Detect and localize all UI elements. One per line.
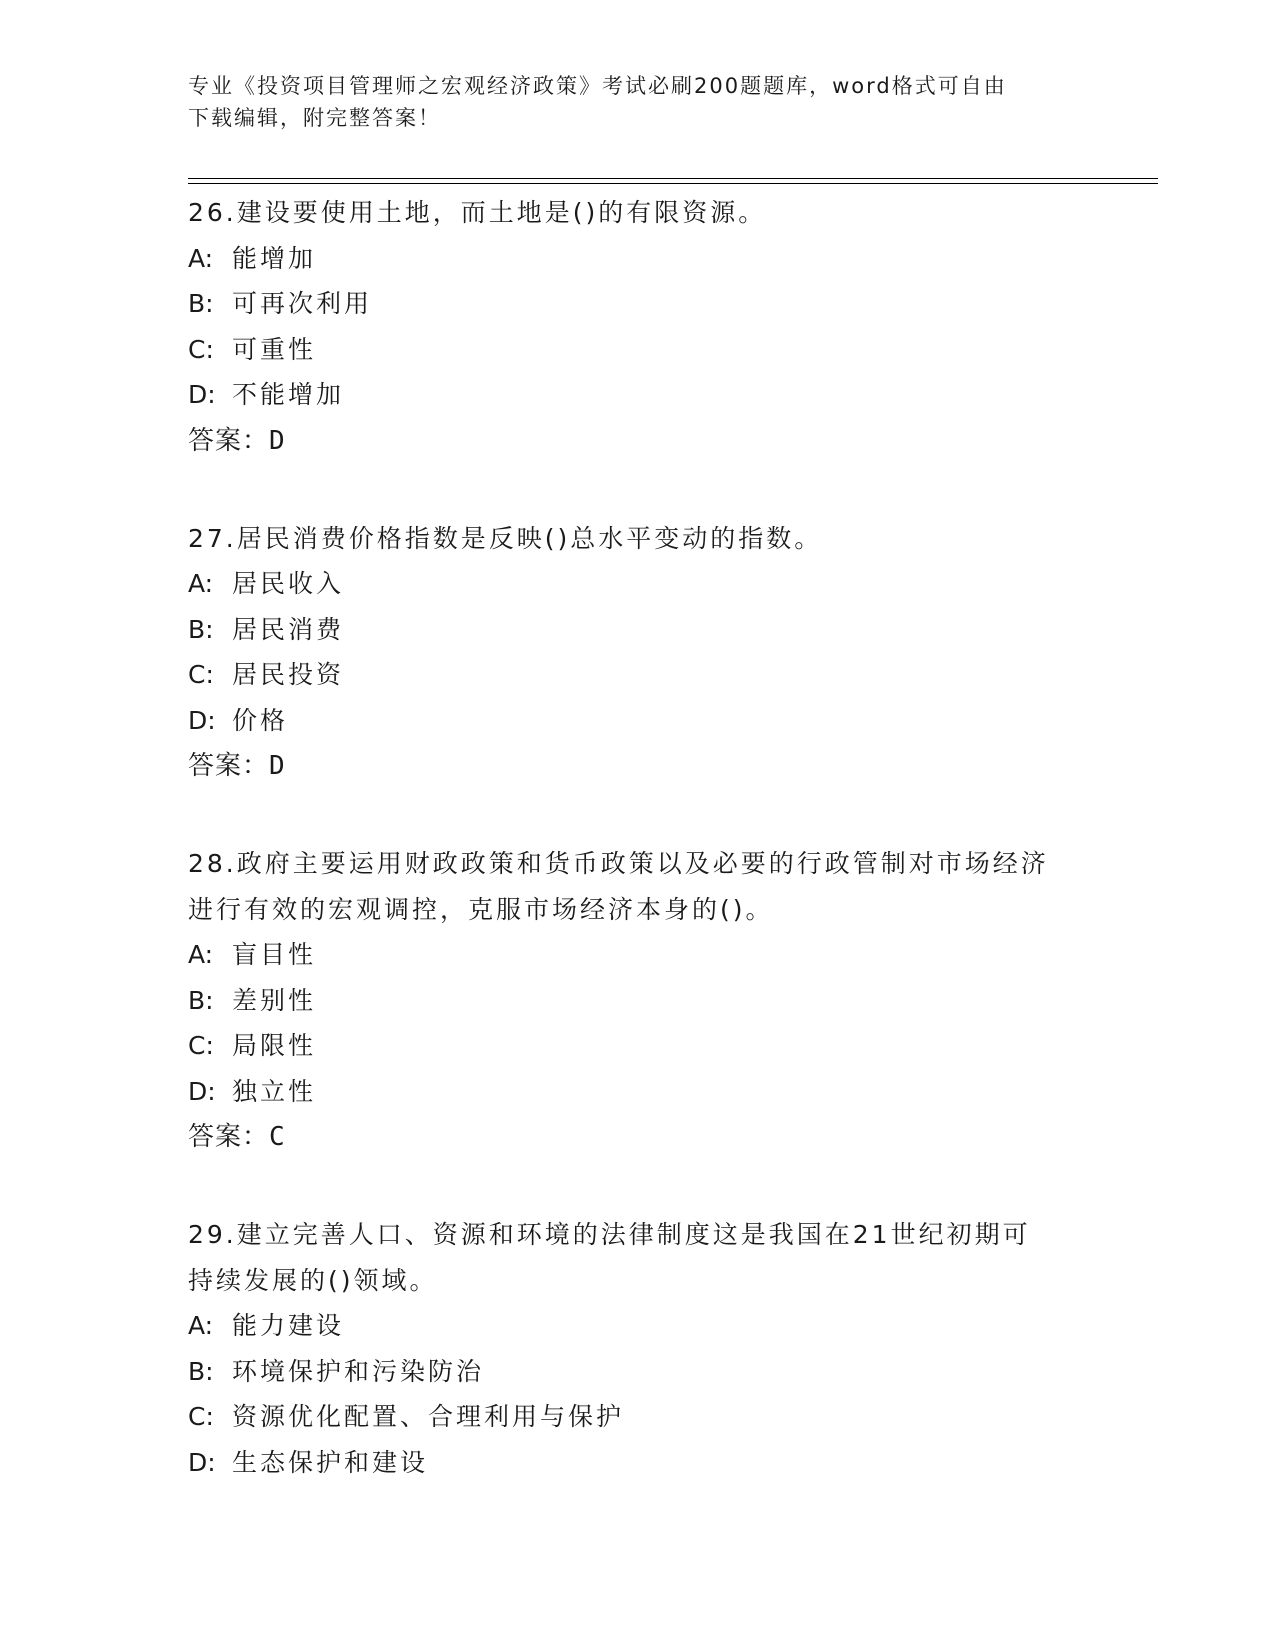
answer-label: 答案： [188, 1122, 270, 1152]
answer-label: 答案： [188, 751, 270, 781]
question-list [188, 190, 1088, 1537]
option-key: C: [188, 1402, 214, 1431]
option-key: C: [188, 660, 214, 689]
option-text: 盲目性 [232, 940, 317, 969]
option-text: 居民收入 [232, 569, 345, 598]
header-divider-bottom [188, 183, 1158, 184]
option-b [188, 281, 1088, 327]
answer-label: 答案： [188, 425, 270, 456]
document-header [188, 70, 1088, 134]
option-text: 可重性 [232, 334, 317, 364]
option-key: A: [188, 1311, 214, 1340]
option-text: 能力建设 [232, 1311, 345, 1340]
option-text: 价格 [232, 705, 289, 735]
option-c [188, 327, 1088, 373]
question-26 [188, 190, 1088, 464]
answer-value: D [269, 751, 286, 781]
question-stem-continued: 持续发展的()领域。 [188, 1265, 438, 1295]
answer-value: C [269, 1122, 286, 1152]
option-d [188, 698, 1088, 744]
question-stem: 29.建立完善人口、资源和环境的法律制度这是我国在21世纪初期可 [188, 1220, 1031, 1249]
option-key: A: [188, 243, 214, 273]
option-d [188, 1440, 1088, 1486]
option-text: 居民投资 [232, 660, 345, 689]
option-text: 环境保护和污染防治 [232, 1356, 485, 1386]
answer-line [188, 418, 1088, 464]
option-key: D: [188, 705, 216, 735]
answer-value: D [269, 425, 286, 456]
option-text: 差别性 [232, 985, 317, 1015]
option-c [188, 1394, 1088, 1440]
option-text: 居民消费 [232, 614, 345, 644]
option-text: 局限性 [232, 1031, 317, 1060]
option-key: D: [188, 380, 216, 409]
option-a [188, 236, 1088, 282]
option-key: B: [188, 1356, 214, 1386]
option-text: 资源优化配置、合理利用与保护 [232, 1402, 625, 1431]
option-text: 可再次利用 [232, 289, 373, 318]
question-28 [188, 841, 1088, 1160]
header-line-1: 专业《投资项目管理师之宏观经济政策》考试必刷200题题库，word格式可自由 [188, 74, 1007, 98]
answer-line [188, 1114, 1088, 1160]
option-key: C: [188, 334, 214, 364]
option-key: D: [188, 1076, 216, 1106]
header-line-2: 下载编辑，附完整答案！ [188, 106, 441, 130]
option-key: A: [188, 569, 214, 598]
option-key: B: [188, 614, 214, 644]
question-stem: 27.居民消费价格指数是反映()总水平变动的指数。 [188, 523, 823, 553]
option-a [188, 1303, 1088, 1349]
option-c [188, 1023, 1088, 1069]
option-c [188, 652, 1088, 698]
option-text: 独立性 [232, 1076, 317, 1106]
question-29 [188, 1212, 1088, 1485]
option-a [188, 932, 1088, 978]
question-27 [188, 516, 1088, 790]
option-d [188, 1069, 1088, 1115]
option-key: C: [188, 1031, 214, 1060]
option-d [188, 372, 1088, 418]
option-b [188, 978, 1088, 1024]
option-b [188, 607, 1088, 653]
option-key: B: [188, 985, 214, 1015]
option-b [188, 1349, 1088, 1395]
header-divider-top [188, 178, 1158, 179]
option-text: 能增加 [232, 243, 317, 273]
question-stem: 26.建设要使用土地，而土地是()的有限资源。 [188, 198, 767, 227]
answer-line [188, 743, 1088, 789]
option-key: B: [188, 289, 214, 318]
option-a [188, 561, 1088, 607]
option-key: A: [188, 940, 214, 969]
question-stem: 28.政府主要运用财政政策和货币政策以及必要的行政管制对市场经济 [188, 849, 1049, 878]
option-text: 生态保护和建设 [232, 1447, 429, 1477]
option-text: 不能增加 [232, 380, 345, 409]
option-key: D: [188, 1447, 216, 1477]
question-stem-continued: 进行有效的宏观调控，克服市场经济本身的()。 [188, 894, 774, 924]
